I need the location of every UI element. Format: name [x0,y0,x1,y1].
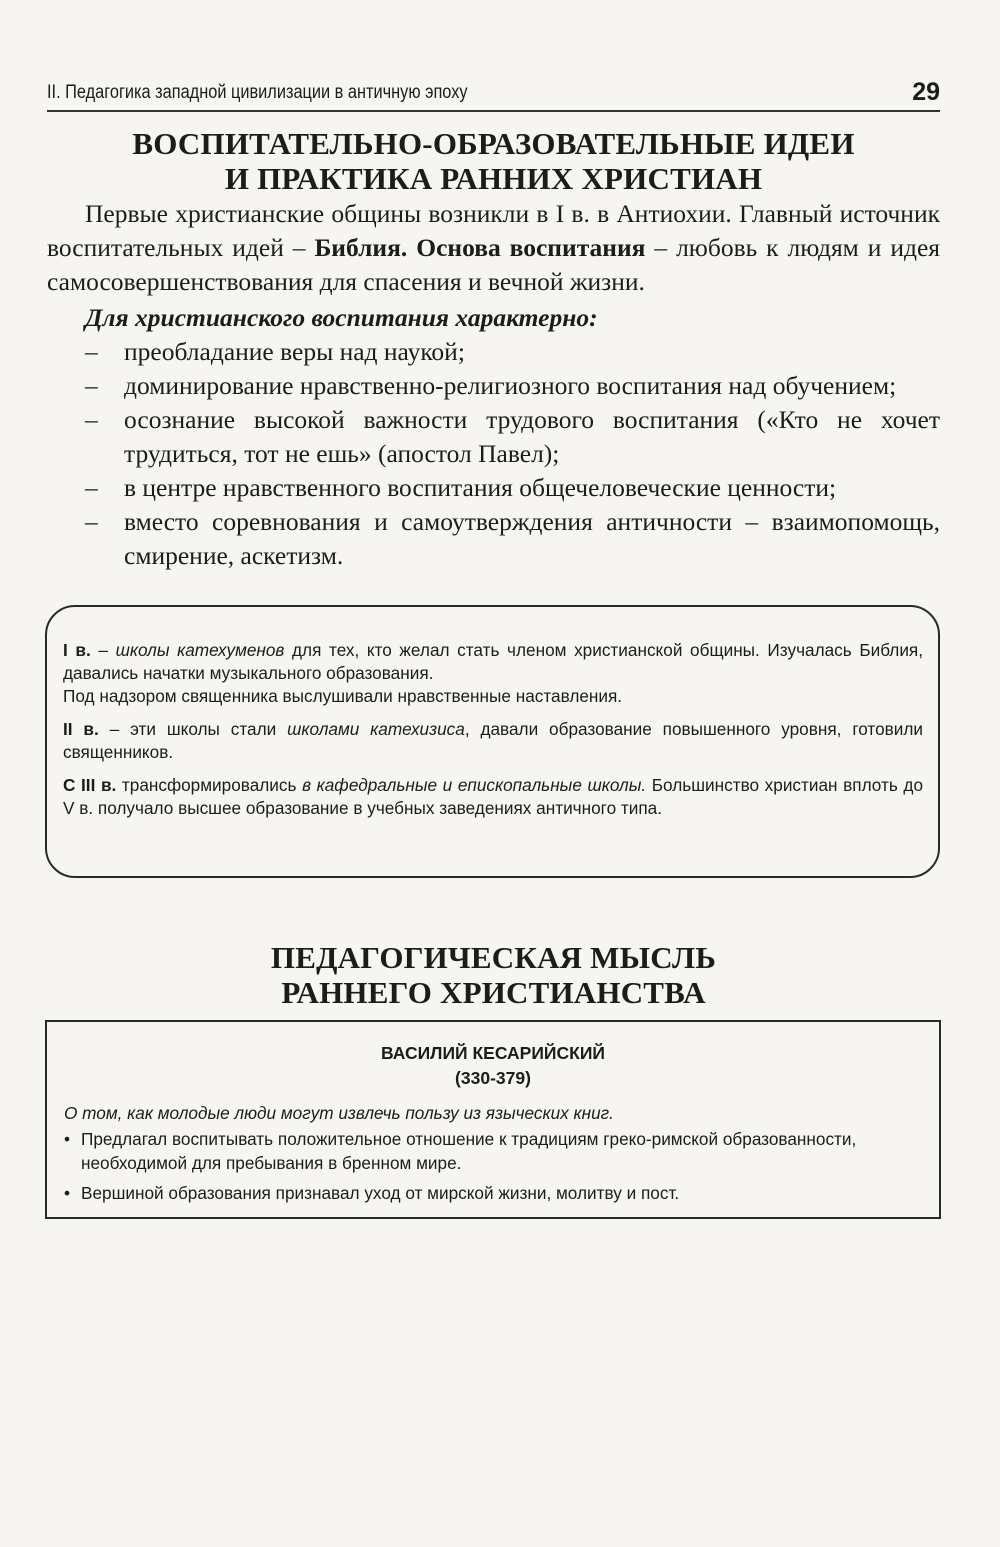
list-item-text: доминирование нравственно-религиозного воспитания над обучением; [124,371,897,400]
dash-marker: – [85,371,98,400]
bible-bold: Библия. [314,233,408,262]
box-text-run: Под надзором священника выслушивали нравственные наставления. [63,686,623,706]
century-2-paragraph [63,718,923,764]
box-text-run: – эти школы стали [98,719,288,739]
dash-marker: – [85,405,98,434]
intro-text-run: – любовь к людям и идея самосовершенствования для спасения и вечной жизни. [47,233,940,296]
school-type: школами катехизиса [287,719,465,739]
dash-marker: – [85,337,98,366]
list-item [47,335,940,369]
page-number: 29 [912,78,940,106]
century-label: С III в. [63,775,117,795]
section-title-pedagogical-thought [47,940,940,1010]
list-item-text: Вершиной образования признавал уход от мирской жизни, молитву и пост. [81,1183,680,1203]
century-1-paragraph [63,639,923,708]
schools-info-box [45,605,940,878]
list-item [47,369,940,403]
school-type: школы катехуменов [115,640,285,660]
section-title-line: ПЕДАГОГИЧЕСКАЯ МЫСЛЬ [270,940,717,975]
box-text-run: – [90,640,116,660]
list-item [47,505,940,573]
list-item-text: вместо соревнования и самоутверждения античности – взаимопомощь, смирение, аскетизм. [124,507,940,570]
basis-bold: Основа воспитания [416,233,646,262]
characteristics-list [47,335,940,573]
dash-marker: – [85,473,98,502]
section-title-line: ВОСПИТАТЕЛЬНО-ОБРАЗОВАТЕЛЬНЫЕ ИДЕИ [132,126,855,161]
intro-text-run [407,233,416,262]
box-text-run: для тех, кто желал стать членом христианской общины. Изучалась Библия, давались начатки музыкального образования. [63,640,924,683]
person-years: (330-379) [455,1068,531,1088]
characteristics-lead: Для христианского воспитания характерно: [85,303,598,332]
list-item [47,1127,939,1175]
list-item-text: в центре нравственного воспитания общечеловеческие ценности; [124,473,837,502]
century-3-paragraph [63,774,923,820]
dash-marker: – [85,507,98,536]
intro-text [47,197,940,573]
box-text-run: , давали образование повышенного уровня, готовили священников. [63,719,923,762]
schools-info-content [63,639,923,830]
box-text-run: Большинство христиан вплоть до V в. получало высшее образование в учебных заведениях античного типа. [63,775,923,818]
basil-info-box [45,1020,941,1219]
section-title-early-christians [47,126,940,196]
person-heading [47,1041,939,1091]
box-text-run: трансформировались [116,775,303,795]
century-label: II в. [63,719,99,739]
bullet-marker: • [64,1183,71,1203]
list-item-text: Предлагал воспитывать положительное отношение к традициям греко-римской образованности, необходимой для пребывания в бренном мире. [81,1129,857,1173]
list-item-text: преобладание веры над наукой; [124,337,465,366]
intro-text-run: Первые христианские общины возникли в I в. в Антиохии. Главный источник воспитательных идей – [47,199,940,262]
list-item-text: осознание высокой важности трудового воспитания («Кто не хочет трудиться, тот не ешь» (апостол Павел); [124,405,940,468]
section-title-line: РАННЕГО ХРИСТИАНСТВА [281,975,706,1010]
bullet-marker: • [64,1129,71,1149]
list-item [47,471,940,505]
person-name: ВАСИЛИЙ КЕСАРИЙСКИЙ [381,1043,605,1063]
school-type: в кафедральные и епископальные школы. [302,775,647,795]
list-item [47,403,940,471]
work-title: О том, как молодые люди могут извлечь пользу из языческих книг. [64,1103,614,1123]
century-label: I в. [63,640,91,660]
running-title: II. Педагогика западной цивилизации в античную эпоху [47,82,468,103]
section-title-line: И ПРАКТИКА РАННИХ ХРИСТИАН [224,161,763,196]
running-header [47,78,940,112]
ideas-list [47,1127,939,1205]
list-item [47,1181,939,1205]
intro-paragraph [47,197,940,299]
